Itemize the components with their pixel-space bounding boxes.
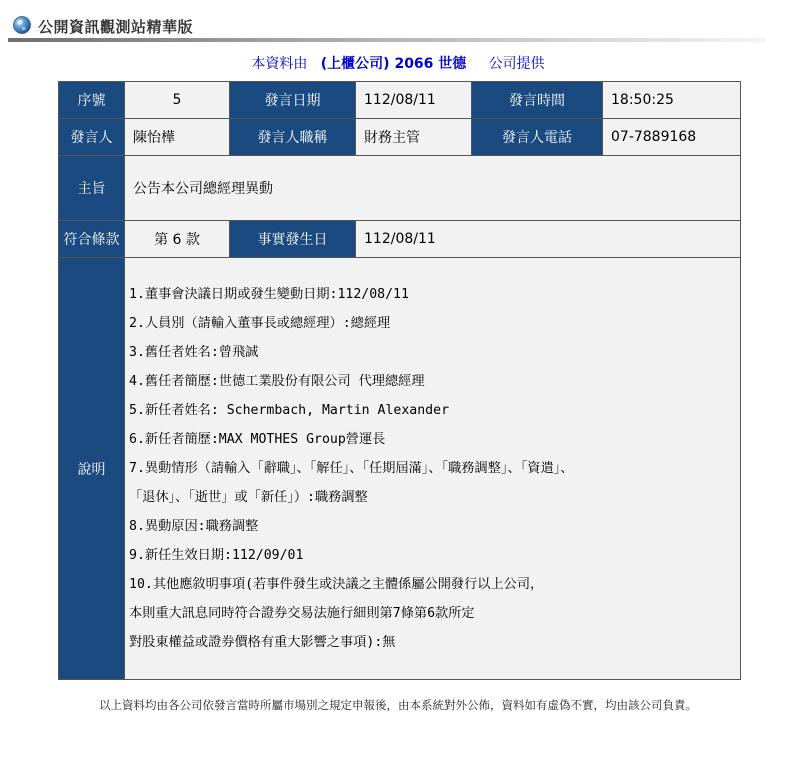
table-row (59, 221, 741, 258)
page-header (8, 12, 766, 42)
description-label: 說明 (59, 258, 125, 680)
clause-value: 第 6 款 (125, 221, 230, 258)
description-line: 6.新任者簡歷:MAX MOTHES Group營運長 (129, 432, 386, 447)
description-line: 4.舊任者簡歷:世德工業股份有限公司 代理總經理 (129, 374, 425, 389)
table-row (59, 119, 741, 156)
description-line: 5.新任者姓名: Schermbach, Martin Alexander (129, 403, 450, 418)
date-label: 發言日期 (230, 82, 356, 119)
description-line: 2.人員別（請輸入董事長或總經理）:總經理 (129, 316, 391, 331)
speaker-label: 發言人 (59, 119, 125, 156)
clause-label: 符合條款 (59, 221, 125, 258)
description-line: 「退休」、「逝世」或「新任」）:職務調整 (129, 490, 368, 505)
description-line: 10.其他應敘明事項(若事件發生或決議之主體係屬公開發行以上公司， (129, 577, 544, 592)
globe-icon (12, 15, 32, 35)
provider-line (0, 53, 796, 73)
provider-company: (上櫃公司) 2066 世德 (320, 56, 467, 72)
speaker-title-label: 發言人職稱 (230, 119, 356, 156)
table-row (59, 156, 741, 221)
disclaimer-footer: 以上資料均由各公司依發言當時所屬市場別之規定申報後，由本系統對外公佈，資料如有虛偽不實，均由該公司負責。 (99, 698, 697, 712)
provider-prefix: 本資料由 (251, 56, 308, 72)
description-line: 對股東權益或證券價格有重大影響之事項):無 (129, 635, 396, 650)
description-line: 8.異動原因:職務調整 (129, 519, 259, 534)
speaker-value: 陳怡樺 (125, 119, 230, 156)
announcement-table (58, 81, 741, 680)
speaker-title-value: 財務主管 (356, 119, 472, 156)
table-row (59, 258, 741, 680)
time-value: 18:50:25 (603, 82, 741, 119)
description-text (125, 258, 740, 679)
description-cell (125, 258, 741, 680)
time-label: 發言時間 (472, 82, 603, 119)
header-divider (8, 38, 766, 42)
description-line: 本則重大訊息同時符合證券交易法施行細則第7條第6款所定 (129, 606, 475, 621)
table-row (59, 82, 741, 119)
description-line: 1.董事會決議日期或發生變動日期:112/08/11 (129, 287, 409, 302)
subject-value: 公告本公司總經理異動 (125, 156, 741, 221)
seq-label: 序號 (59, 82, 125, 119)
phone-value: 07-7889168 (603, 119, 741, 156)
page-title: 公開資訊觀測站精華版 (38, 18, 194, 36)
event-date-label: 事實發生日 (230, 221, 356, 258)
subject-label: 主旨 (59, 156, 125, 221)
provider-suffix: 公司提供 (488, 56, 545, 72)
description-line: 9.新任生效日期:112/09/01 (129, 548, 304, 563)
seq-value: 5 (125, 82, 230, 119)
event-date-value: 112/08/11 (356, 221, 741, 258)
description-line: 7.異動情形（請輸入「辭職」、「解任」、「任期屆滿」、「職務調整」、「資遣」、 (129, 461, 574, 476)
date-value: 112/08/11 (356, 82, 472, 119)
description-line: 3.舊任者姓名:曾飛誠 (129, 345, 259, 360)
phone-label: 發言人電話 (472, 119, 603, 156)
